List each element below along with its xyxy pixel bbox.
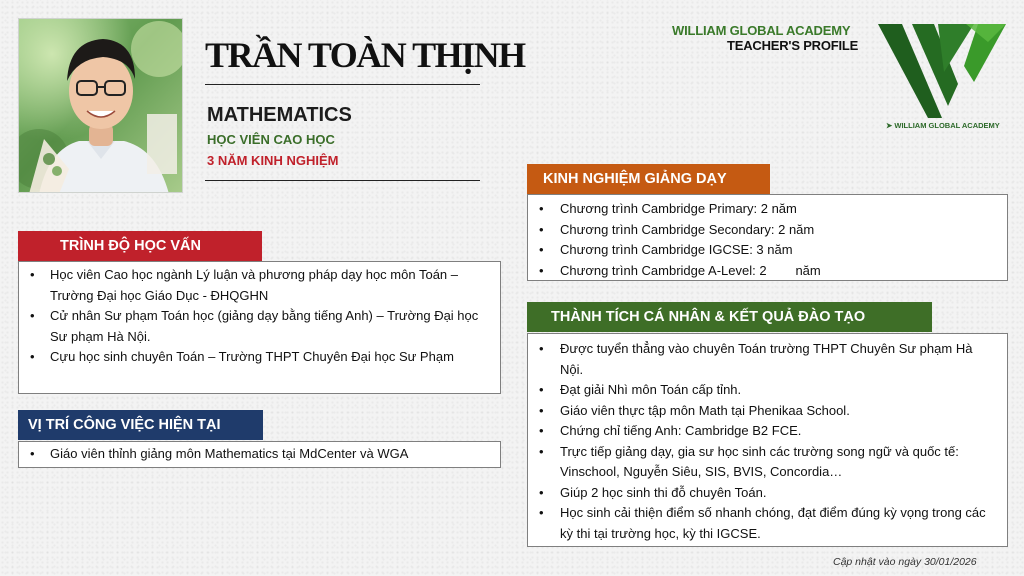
achievements-header: THÀNH TÍCH CÁ NHÂN & KẾT QUẢ ĐÀO TẠO xyxy=(527,302,932,332)
list-item: • Chương trình Cambridge Secondary: 2 năm xyxy=(528,220,1007,241)
academy-name: WILLIAM GLOBAL ACADEMY xyxy=(672,23,851,38)
list-item: • Học sinh cải thiện điểm số nhanh chóng, đạt điểm đúng kỳ vọng trong các kỳ thi tại trường học, kỳ thi IGCSE. xyxy=(528,503,995,544)
logo-caption: ➤ WILLIAM GLOBAL ACADEMY xyxy=(886,121,1000,130)
list-item: • Giáo viên thực tập môn Math tại Phenikaa School. xyxy=(528,401,995,422)
teacher-name: TRẦN TOÀN THỊNH xyxy=(205,35,525,75)
list-item: • Chương trình Cambridge IGCSE: 3 năm xyxy=(528,240,1007,261)
subject-title: MATHEMATICS xyxy=(207,104,352,126)
list-item: • Giáo viên thỉnh giảng môn Mathematics tại MdCenter và WGA xyxy=(19,444,500,465)
list-item: • Cử nhân Sư phạm Toán học (giảng dạy bằng tiếng Anh) – Trường Đại học Sư phạm Hà Nội. xyxy=(19,306,486,347)
list-item: • Chương trình Cambridge A-Level: 2 năm xyxy=(528,261,1007,282)
academy-logo-icon xyxy=(878,22,1006,122)
list-item: • Đạt giải Nhì môn Toán cấp tỉnh. xyxy=(528,380,995,401)
position-box xyxy=(18,441,501,468)
achievements-box xyxy=(527,333,1008,547)
teaching-list xyxy=(528,199,1007,281)
list-item: • Giúp 2 học sinh thi đỗ chuyên Toán. xyxy=(528,483,995,504)
list-item: • Cựu học sinh chuyên Toán – Trường THPT Chuyên Đại học Sư Phạm xyxy=(19,347,486,368)
list-item: • Học viên Cao học ngành Lý luận và phương pháp dạy học môn Toán – Trường Đại học Giáo Dục - ĐHQGHN xyxy=(19,265,486,306)
list-item: • Chứng chỉ tiếng Anh: Cambridge B2 FCE. xyxy=(528,421,995,442)
position-header: VỊ TRÍ CÔNG VIỆC HIỆN TẠI xyxy=(18,410,263,440)
achievements-list xyxy=(528,339,995,544)
name-divider xyxy=(205,84,480,85)
education-list xyxy=(19,265,486,368)
list-item: • Được tuyển thẳng vào chuyên Toán trường THPT Chuyên Sư phạm Hà Nội. xyxy=(528,339,995,380)
list-item: • Chương trình Cambridge Primary: 2 năm xyxy=(528,199,1007,220)
title-divider xyxy=(205,180,480,181)
experience-label: 3 NĂM KINH NGHIỆM xyxy=(207,153,339,168)
education-box xyxy=(18,261,501,394)
teacher-photo xyxy=(18,18,183,193)
updated-date: Cập nhật vào ngày 30/01/2026 xyxy=(833,556,977,568)
teaching-header: KINH NGHIỆM GIẢNG DẠY xyxy=(527,164,770,194)
position-list xyxy=(19,444,500,465)
list-item: • Trực tiếp giảng dạy, gia sư học sinh các trường song ngữ và quốc tế: Vinschool, Nguyễn Siêu, SIS, BVIS, Concordia… xyxy=(528,442,995,483)
role-label: HỌC VIÊN CAO HỌC xyxy=(207,132,335,147)
education-header: TRÌNH ĐỘ HỌC VẤN xyxy=(18,231,262,261)
teaching-box xyxy=(527,194,1008,281)
document-type: TEACHER'S PROFILE xyxy=(727,38,859,53)
